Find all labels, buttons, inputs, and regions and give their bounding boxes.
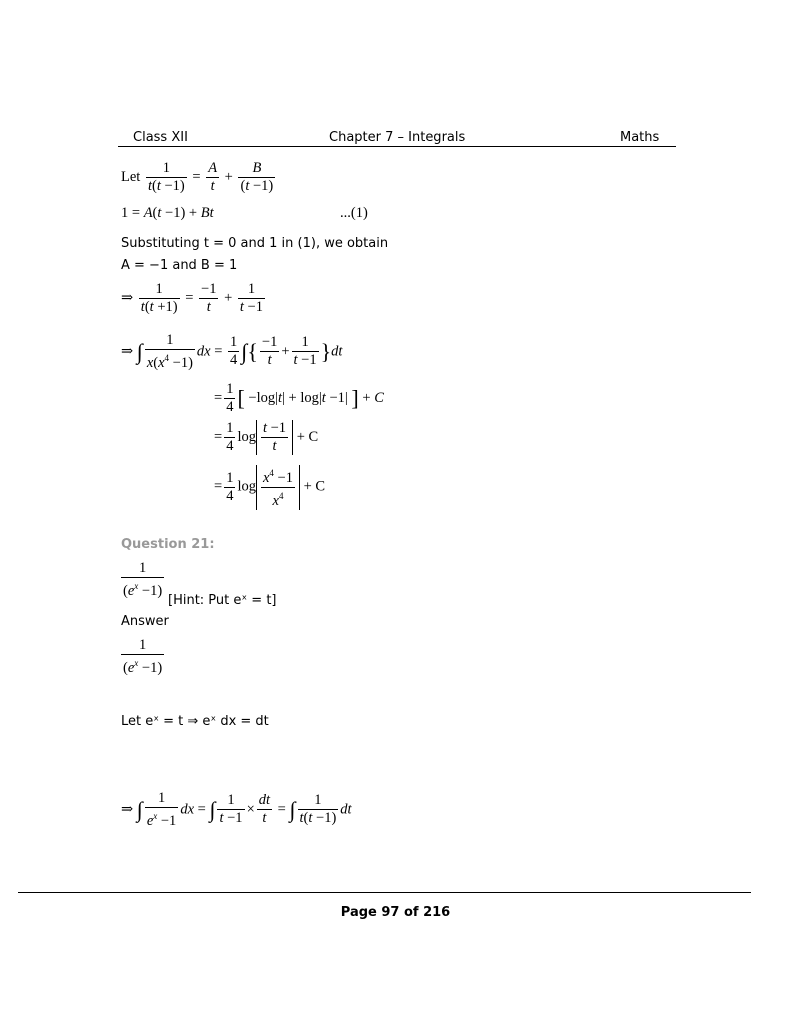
equation-ref: ...(1) <box>340 205 368 221</box>
header-class: Class XII <box>133 130 188 145</box>
header-rule <box>118 146 676 147</box>
substituting-line: Substituting t = 0 and 1 in (1), we obtain <box>121 236 389 251</box>
header-subject: Maths <box>620 130 660 145</box>
answer-expression: $\frac{1}{(e^x -1)}$ <box>123 637 163 676</box>
question-heading: Question 21: <box>121 537 215 552</box>
integral-step-4: = $\frac{1}{4}$ log $\frac{x^4 -1}{x^4}$ + C <box>214 465 325 510</box>
integral-substitution: ⇒ ∫ $\frac{1}{e^x -1}$ dx = ∫ $\frac{1}{t -1}$ × $\frac{dt}{t}$ = ∫ $\frac{1}{t(t -1)}$ dt <box>121 790 352 829</box>
partial-fraction-setup: Let $\frac{1}{t(t -1)}$ = $\frac{A}{t}$ + $\frac{B}{(t -1)}$ <box>121 160 274 194</box>
integral-step-1: ⇒ ∫ $\frac{1}{x(x^4 -1)}$ dx = $\frac{1}{4}$ ∫{ $\frac{-1}{t}$ + $\frac{1}{t -1}$ }dt <box>121 332 343 371</box>
page-number: Page 97 of 216 <box>340 905 451 920</box>
header-chapter: Chapter 7 – Integrals <box>329 130 466 145</box>
fraction-result: ⇒ $\frac{1}{t(t +1)}$ = $\frac{-1}{t}$ + $\frac{1}{t -1}$ <box>121 281 263 315</box>
equation-one: 1 = A(t −1) + Bt <box>121 205 214 221</box>
ab-values: A = −1 and B = 1 <box>121 258 238 273</box>
integral-step-2: = $\frac{1}{4}$ [ −log|t| + log|t −1| ] + C <box>214 381 384 415</box>
question-hint: [Hint: Put eˣ = t] <box>168 593 277 608</box>
let-substitution: Let eˣ = t ⇒ eˣ dx = dt <box>121 714 269 729</box>
footer-rule <box>18 892 751 893</box>
question-expression: $\frac{1}{(e^x -1)}$ <box>123 560 163 599</box>
answer-label: Answer <box>121 614 169 629</box>
integral-step-3: = $\frac{1}{4}$ log $\frac{t -1}{t}$ + C <box>214 420 319 454</box>
